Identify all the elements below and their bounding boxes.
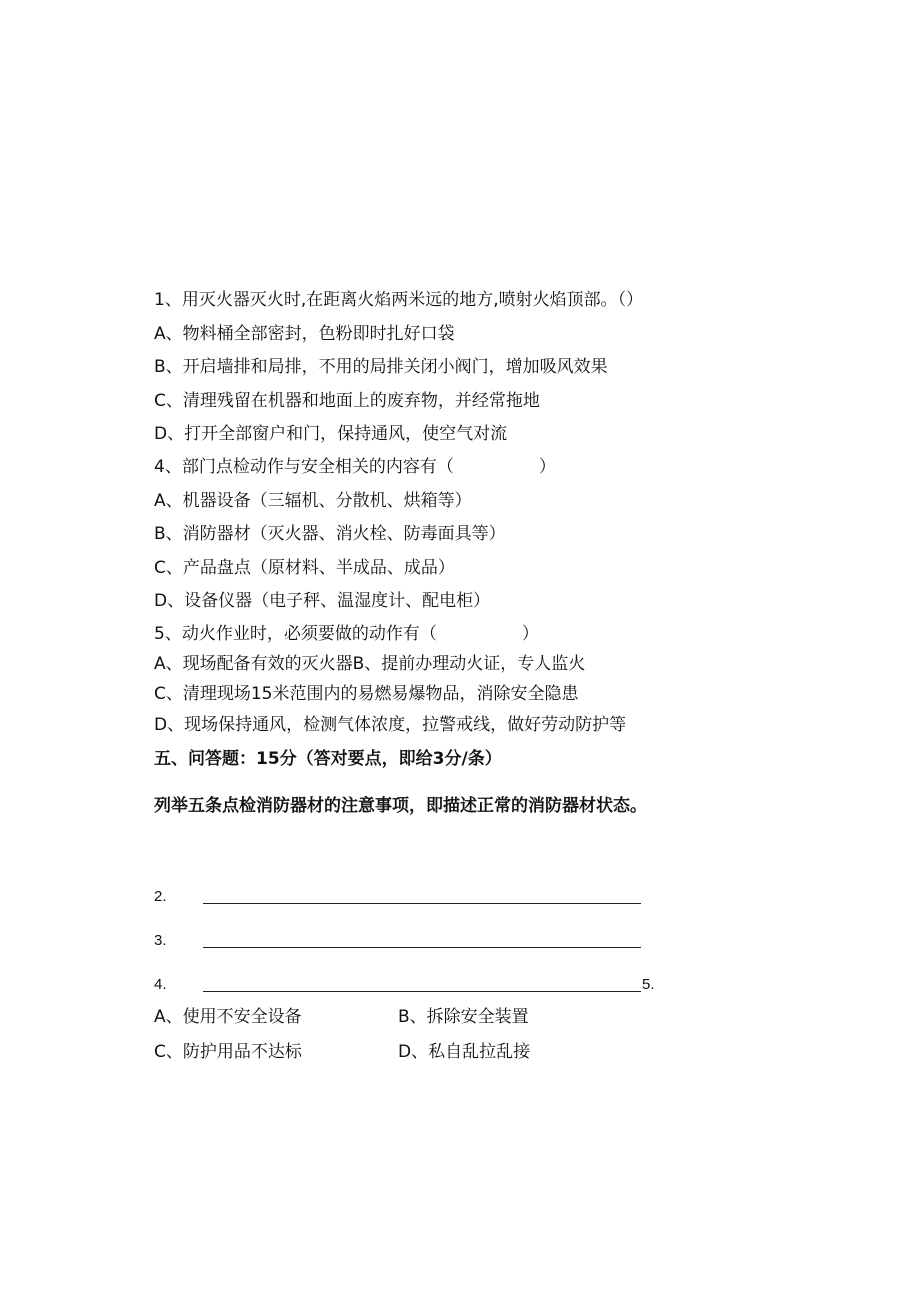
question-5-stem: 5、动火作业时，必须要做的动作有（ ） <box>154 624 539 644</box>
answer-blank-4 <box>203 991 641 992</box>
question-5-option-d: D、现场保持通风，检测气体浓度，拉警戒线，做好劳动防护等 <box>154 715 627 735</box>
question-1-option-a: A、物料桶全部密封，色粉即时扎好口袋 <box>154 324 455 344</box>
final-option-a: A、使用不安全设备 <box>154 1007 302 1027</box>
answer-number-2: 2. <box>154 888 167 905</box>
question-1-stem: 1、用灭火器灭火时,在距离火焰两米远的地方,喷射火焰顶部。（） <box>154 290 644 310</box>
section-5-prompt: 列举五条点检消防器材的注意事项，即描述正常的消防器材状态。 <box>154 796 647 816</box>
question-4-stem: 4、部门点检动作与安全相关的内容有（ ） <box>154 457 556 477</box>
question-1-option-c: C、清理残留在机器和地面上的废弃物，并经常拖地 <box>154 391 540 411</box>
answer-blank-3 <box>203 947 641 948</box>
answer-number-5: 5. <box>642 976 655 993</box>
final-option-d: D、私自乱拉乱接 <box>398 1042 531 1062</box>
question-4-option-d: D、设备仪器（电子秤、温湿度计、配电柜） <box>154 591 491 611</box>
question-5-option-ab: A、现场配备有效的灭火器B、提前办理动火证，专人监火 <box>154 654 586 674</box>
answer-number-3: 3. <box>154 932 167 949</box>
question-4-option-a: A、机器设备（三辐机、分散机、烘箱等） <box>154 491 472 511</box>
answer-blank-2 <box>203 903 641 904</box>
question-5-option-c: C、清理现场15米范围内的易燃易爆物品，消除安全隐患 <box>154 684 579 704</box>
section-5-heading: 五、问答题：15分（答对要点，即给3分/条） <box>154 749 502 769</box>
question-4-option-b: B、消防器材（灭火器、消火栓、防毒面具等） <box>154 524 506 544</box>
answer-number-4: 4. <box>154 976 167 993</box>
question-1-option-d: D、打开全部窗户和门，保持通风，使空气对流 <box>154 424 508 444</box>
final-option-c: C、防护用品不达标 <box>154 1042 302 1062</box>
question-1-option-b: B、开启墙排和局排，不用的局排关闭小阀门，增加吸风效果 <box>154 357 608 377</box>
final-option-b: B、拆除安全装置 <box>398 1007 529 1027</box>
question-4-option-c: C、产品盘点（原材料、半成品、成品） <box>154 558 455 578</box>
